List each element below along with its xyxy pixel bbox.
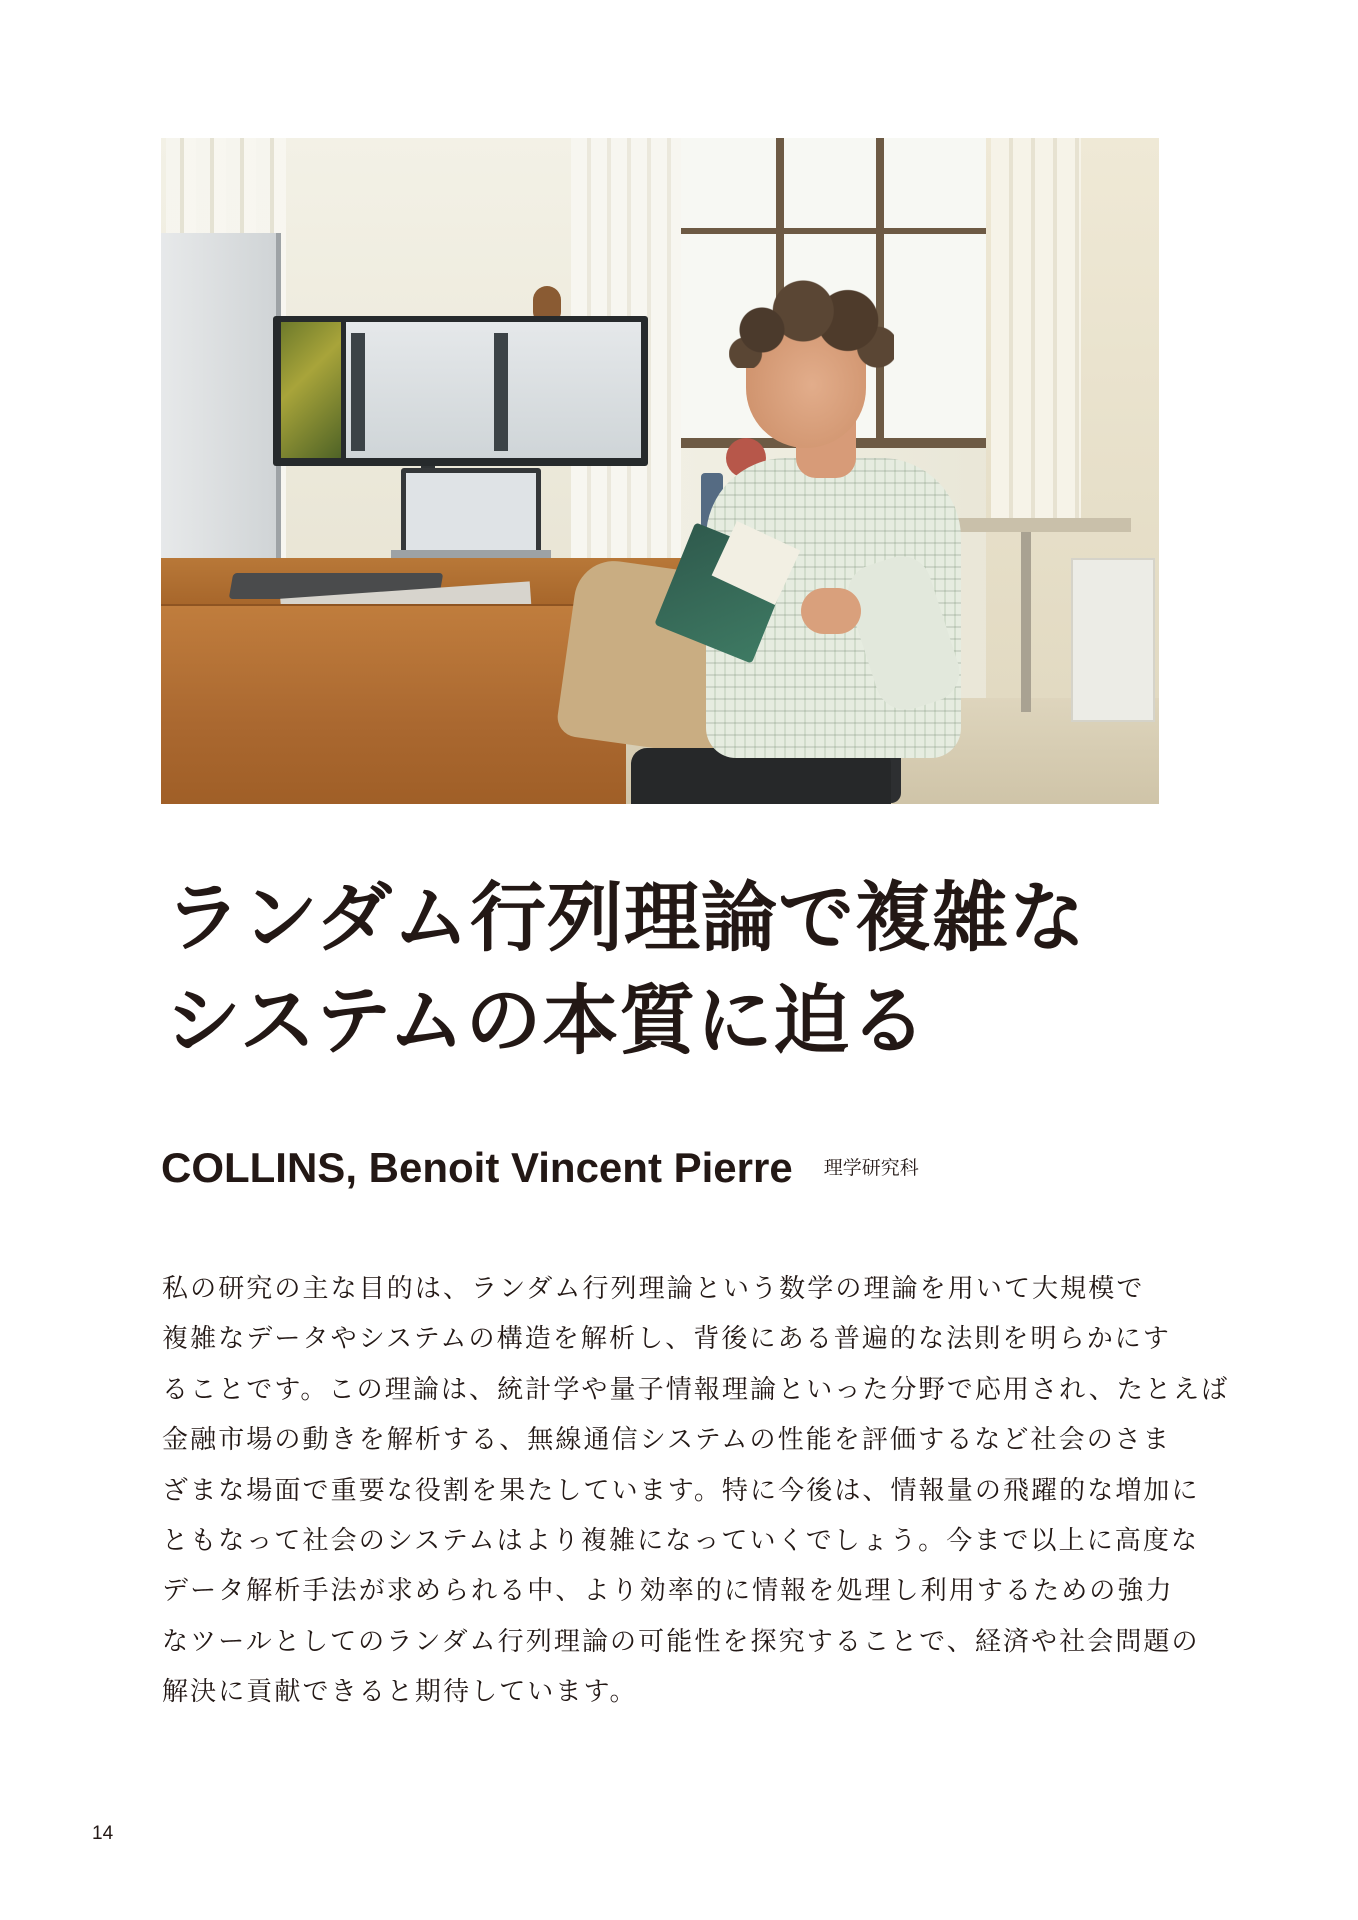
photo-monitor-wallpaper	[281, 322, 341, 458]
photo-person-hand	[801, 588, 861, 634]
body-line: ざまな場面で重要な役割を果たしています。特に今後は、情報量の飛躍的な増加に	[162, 1475, 1200, 1506]
photo-side-table-leg	[1021, 532, 1031, 712]
article-body	[162, 1264, 1230, 1718]
photo-monitor-sidebar	[494, 333, 508, 451]
photo-desk-front	[161, 606, 626, 804]
photo-curtain-right	[991, 138, 1081, 518]
byline	[161, 1138, 919, 1198]
body-line: なツールとしてのランダム行列理論の可能性を探究することで、経済や社会問題の	[162, 1626, 1200, 1657]
body-line: 金融市場の動きを解析する、無線通信システムの性能を評価するなど社会のさま	[162, 1425, 1172, 1456]
article-title	[165, 866, 1185, 1072]
body-line: 複雑なデータやシステムの構造を解析し、背後にある普遍的な法則を明らかにす	[162, 1324, 1172, 1355]
title-line: システムの本質に迫る	[165, 976, 928, 1065]
body-line: ともなって社会のシステムはより複雑になっていくでしょう。今まで以上に高度な	[162, 1526, 1200, 1557]
body-line: 私の研究の主な目的は、ランダム行列理論という数学の理論を用いて大規模で	[162, 1274, 1145, 1304]
photo-monitor-sidebar	[351, 333, 365, 451]
page-number: 14	[92, 1823, 114, 1844]
author-name: COLLINS, Benoit Vincent Pierre	[161, 1144, 793, 1191]
photo-side-table	[951, 518, 1131, 532]
body-line: 解決に貢献できると期待しています。	[162, 1677, 638, 1708]
body-line: データ解析手法が求められる中、より効率的に情報を処理し利用するための強力	[162, 1576, 1174, 1607]
photo-laptop	[401, 468, 541, 563]
photo-person-hair	[729, 273, 894, 368]
title-line: ランダム行列理論で複雑な	[165, 873, 1086, 962]
researcher-photo	[161, 138, 1159, 804]
photo-computer-left	[161, 233, 281, 563]
body-line: ることです。この理論は、統計学や量子情報理論といった分野で応用され、たとえば	[162, 1374, 1230, 1405]
photo-waste-bin	[1071, 558, 1155, 722]
author-affiliation: 理学研究科	[823, 1157, 919, 1179]
